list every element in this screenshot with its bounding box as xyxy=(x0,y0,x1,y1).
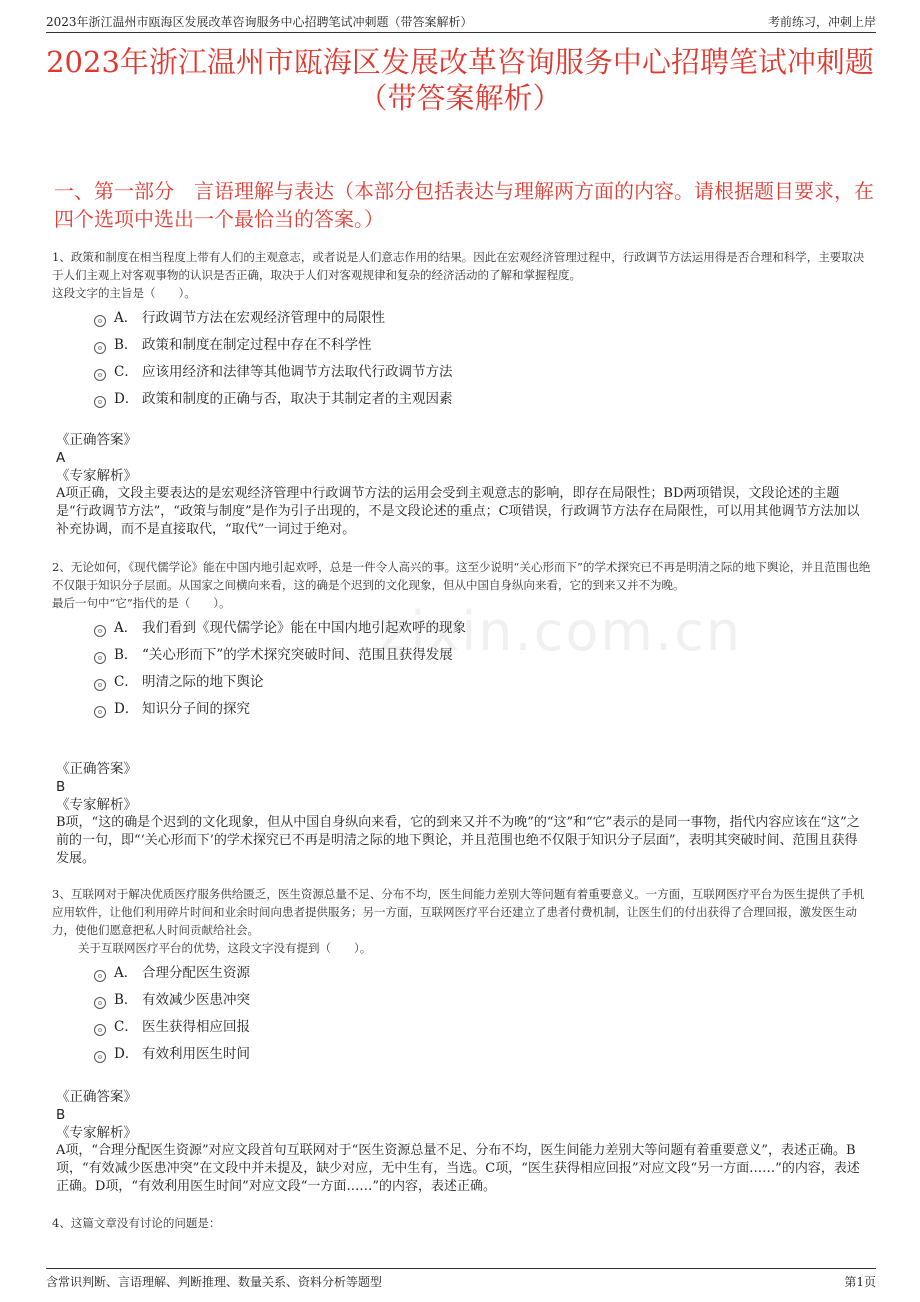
page-footer xyxy=(46,1268,876,1291)
analysis-label: 《专家解析》 xyxy=(56,468,137,484)
analysis-label: 《专家解析》 xyxy=(56,1125,137,1141)
question-3 xyxy=(52,885,874,1069)
header-slogan: 考前练习，冲刺上岸 xyxy=(767,15,876,29)
option-letter: C． xyxy=(114,674,138,690)
answer-value: B xyxy=(56,1107,66,1123)
option-b[interactable] xyxy=(52,988,874,1015)
radio-icon[interactable] xyxy=(94,396,106,408)
radio-icon[interactable] xyxy=(94,997,106,1009)
header-doc-title: 2023年浙江温州市瓯海区发展改革咨询服务中心招聘笔试冲刺题（带答案解析） xyxy=(46,15,473,29)
option-text: 有效减少医患冲突 xyxy=(142,992,250,1008)
question-prompt: 这段文字的主旨是（ ）。 xyxy=(52,286,196,300)
radio-icon[interactable] xyxy=(94,679,106,691)
option-letter: C． xyxy=(114,1019,138,1035)
option-d[interactable] xyxy=(52,387,874,414)
analysis-text: B项，“这的确是个迟到的文化现象，但从中国自身纵向来看，它的到来又并不为晚”的“这”和“它”表示的是同一事物，指代内容应该在“这”之前的一句，即“‘关心形而下’的学术探究已不再是明清之际的地下舆论，并且范围也绝不仅限于知识分子层面”，表明其突破时间、范围且获得发展。 xyxy=(56,815,860,866)
option-text: 行政调节方法在宏观经济管理中的局限性 xyxy=(142,310,385,326)
option-letter: B． xyxy=(114,992,138,1008)
question-stem: 1、政策和制度在相当程度上带有人们的主观意志，或者说是人们意志作用的结果。因此在宏观经济管理过程中，行政调节方法运用得是否合理和科学，主要取决于人们主观上对客观事物的认识是否正确，取决于人们对客观规律和复杂的经济活动的了解和掌握程度。 xyxy=(52,250,865,282)
radio-icon[interactable] xyxy=(94,1051,106,1063)
option-d[interactable] xyxy=(52,1042,874,1069)
option-letter: A． xyxy=(114,965,138,981)
option-c[interactable] xyxy=(52,360,874,387)
option-text: 应该用经济和法律等其他调节方法取代行政调节方法 xyxy=(142,364,453,380)
answer-value: A xyxy=(56,450,66,466)
option-c[interactable] xyxy=(52,1015,874,1042)
answer-block-2 xyxy=(56,760,870,868)
question-prompt: 最后一句中“它”指代的是（ ）。 xyxy=(52,596,231,610)
option-d[interactable] xyxy=(52,697,874,724)
question-2 xyxy=(52,558,874,724)
radio-icon[interactable] xyxy=(94,706,106,718)
option-text: “关心形而下”的学术探究突破时间、范围且获得发展 xyxy=(142,647,453,663)
answer-label: 《正确答案》 xyxy=(56,1089,137,1105)
radio-icon[interactable] xyxy=(94,652,106,664)
answer-label: 《正确答案》 xyxy=(56,432,137,448)
option-letter: D． xyxy=(114,701,139,717)
option-letter: D． xyxy=(114,1046,139,1062)
answer-block-3 xyxy=(56,1088,870,1196)
analysis-label: 《专家解析》 xyxy=(56,797,137,813)
question-stem: 2、无论如何，《现代儒学论》能在中国内地引起欢呼，总是一件令人高兴的事。这至少说明“关心形而下”的学术探究已不再是明清之际的地下舆论，并且范围也绝不仅限于知识分子层面。从国家之间横向来看，这的确是个迟到的文化现象，但从中国自身纵向来看，它的到来又并不为晚。 xyxy=(52,560,871,592)
option-text: 医生获得相应回报 xyxy=(142,1019,250,1035)
option-text: 我们看到《现代儒学论》能在中国内地引起欢呼的现象 xyxy=(142,620,466,636)
option-b[interactable] xyxy=(52,643,874,670)
radio-icon[interactable] xyxy=(94,315,106,327)
option-b[interactable] xyxy=(52,333,874,360)
analysis-text: A项，“合理分配医生资源”对应文段首句互联网对于“医生资源总量不足、分布不均，医生间能力差别大等问题有着重要意义”，表述正确。B项，“有效减少医患冲突”在文段中并未提及，缺少对应，无中生有，当选。C项，“医生获得相应回报”对应文段“另一方面……”的内容，表述正确。D项，“有效利用医生时间”对应文段“一方面……”的内容，表述正确。 xyxy=(56,1143,860,1194)
question-4 xyxy=(52,1214,874,1232)
answer-value: B xyxy=(56,779,66,795)
answer-label: 《正确答案》 xyxy=(56,761,137,777)
document-title: 2023年浙江温州市瓯海区发展改革咨询服务中心招聘笔试冲刺题（带答案解析） xyxy=(46,45,874,115)
watermark: zixin.com.cn xyxy=(380,600,743,663)
radio-icon[interactable] xyxy=(94,342,106,354)
question-stem: 4、这篇文章没有讨论的问题是： xyxy=(52,1216,221,1230)
page-number: 第1页 xyxy=(844,1275,876,1289)
option-text: 合理分配医生资源 xyxy=(142,965,250,981)
radio-icon[interactable] xyxy=(94,970,106,982)
option-letter: C． xyxy=(114,364,138,380)
answer-block-1 xyxy=(56,431,870,539)
radio-icon[interactable] xyxy=(94,625,106,637)
option-letter: B． xyxy=(114,337,138,353)
option-letter: A． xyxy=(114,620,138,636)
option-letter: D． xyxy=(114,391,139,407)
option-text: 有效利用医生时间 xyxy=(142,1046,250,1062)
option-letter: A． xyxy=(114,310,138,326)
footer-note: 含常识判断、言语理解、判断推理、数量关系、资料分析等题型 xyxy=(46,1275,383,1289)
question-prompt: 关于互联网医疗平台的优势，这段文字没有提到（ ）。 xyxy=(78,941,372,955)
page-header xyxy=(46,10,876,33)
question-stem: 3、互联网对于解决优质医疗服务供给匮乏，医生资源总量不足、分布不均，医生间能力差别大等问题有着重要意义。一方面，互联网医疗平台为医生提供了手机应用软件，让他们利用碎片时间和业余时间向患者提供服务；另一方面，互联网医疗平台还建立了患者付费机制，让医生们的付出获得了合理回报，激发医生动力，使他们愿意把私人时间贡献给社会。 xyxy=(52,887,865,937)
option-letter: B． xyxy=(114,647,138,663)
radio-icon[interactable] xyxy=(94,369,106,381)
analysis-text: A项正确，文段主要表达的是宏观经济管理中行政调节方法的运用会受到主观意志的影响，即存在局限性；BD两项错误，文段论述的主题是“行政调节方法”，“政策与制度”是作为引子出现的，不是文段论述的重点；C项错误，行政调节方法存在局限性，可以用其他调节方法加以补充协调，而不是直接取代，“取代”一词过于绝对。 xyxy=(56,486,860,537)
option-a[interactable] xyxy=(52,961,874,988)
radio-icon[interactable] xyxy=(94,1024,106,1036)
option-text: 政策和制度的正确与否，取决于其制定者的主观因素 xyxy=(142,391,453,407)
option-text: 知识分子间的探究 xyxy=(142,701,250,717)
option-text: 政策和制度在制定过程中存在不科学性 xyxy=(142,337,372,353)
option-a[interactable] xyxy=(52,616,874,643)
question-1 xyxy=(52,248,874,414)
section-heading: 一、第一部分 言语理解与表达（本部分包括表达与理解两方面的内容。请根据题目要求，在四个选项中选出一个最恰当的答案。） xyxy=(54,179,874,231)
option-c[interactable] xyxy=(52,670,874,697)
option-text: 明清之际的地下舆论 xyxy=(142,674,264,690)
option-a[interactable] xyxy=(52,306,874,333)
